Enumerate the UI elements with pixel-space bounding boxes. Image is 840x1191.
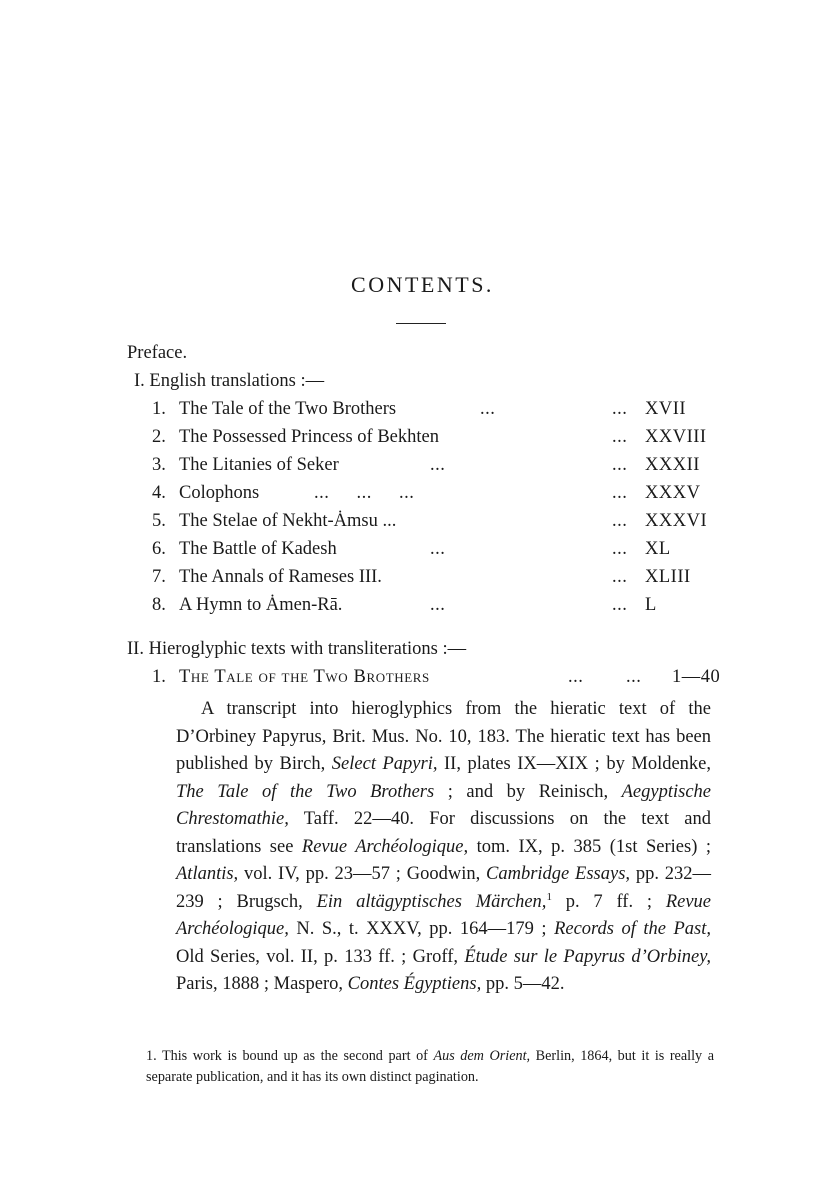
text-run: Old Series, vol. II, p. 133 ff. ; Groff, (176, 946, 465, 967)
citation: Ein altägyptisches Märchen, (316, 891, 547, 912)
toc-item-page: 1—40 (672, 667, 721, 687)
toc-item-page: XXXII (645, 455, 700, 475)
section-1-number: I. (134, 371, 145, 391)
section-1-heading (134, 372, 324, 391)
page-title: CONTENTS. (351, 272, 494, 297)
toc-item-leader: ... ... ... (314, 483, 415, 503)
toc-item-leader: ... (568, 667, 584, 687)
toc-item-page: L (645, 595, 657, 615)
text-run: Taff. 22—40. For discussions on the text and translations see (176, 809, 711, 857)
toc-item-dots: ... (612, 399, 628, 419)
text-run: Berlin, 1864, but it is really a separate publication, and it has its own distinct pagination. (146, 1048, 714, 1085)
text-run: II, plates IX—XIX ; by Moldenke, (437, 754, 712, 774)
citation: Cambridge Essays, (486, 864, 631, 884)
toc-item-page: XVII (645, 399, 687, 419)
text-run: vol. IV, pp. 23—57 ; Goodwin, (238, 864, 486, 884)
toc-item-title: Colophons (179, 483, 260, 503)
toc-item-title: The Litanies of Seker (179, 455, 339, 475)
preface-entry: Preface. (127, 343, 188, 363)
text-run: A transcript into hieroglyphics from the hieratic text of the D’Orbiney Papyrus, Brit. Mus. No. 10, 183. The hieratic text has been published by Birch, (176, 699, 711, 774)
citation: Revue Archéologique, (301, 836, 469, 857)
toc-item-dots: ... (612, 483, 628, 503)
toc-item-page: XL (645, 539, 671, 559)
section-2-number: II. (127, 639, 144, 659)
toc-item-dots: ... (612, 455, 628, 475)
toc-item-leader: ... (430, 455, 446, 475)
citation: Atlantis, (176, 864, 239, 884)
toc-item-dots: ... (612, 539, 628, 559)
section-2-description (176, 696, 711, 999)
toc-item-number: 2. (152, 427, 166, 447)
toc-item-dots: ... (626, 667, 642, 687)
toc-item-number: 1. (152, 667, 166, 687)
toc-item-dots: ... (612, 567, 628, 587)
toc-item-dots: ... (612, 511, 628, 531)
toc-item-title: The Possessed Princess of Bekhten (179, 427, 439, 447)
text-run: N. S., t. XXXV, pp. 164—179 ; (288, 919, 555, 939)
toc-item-title: The Annals of Rameses III. (179, 567, 382, 587)
toc-item-title: The Stelae of Nekht-Ȧmsu ... (179, 511, 397, 531)
toc-item-number: 4. (152, 483, 166, 503)
citation: Aus dem Orient, (433, 1048, 531, 1064)
citation: Aegyptische Chrestomathie, (176, 781, 711, 829)
toc-item-number: 8. (152, 595, 166, 615)
toc-item-page: XXXVI (645, 511, 708, 531)
text-run: pp. 232—239 ; Brugsch, (176, 864, 711, 912)
citation: Contes Égyptiens, (347, 974, 482, 994)
text-run: tom. IX, p. 385 (1st Series) ; (468, 836, 712, 857)
citation: The Tale of the Two Brothers (176, 781, 435, 802)
toc-item-number: 7. (152, 567, 166, 587)
toc-item-number: 5. (152, 511, 166, 531)
toc-item-page: XXXV (645, 483, 701, 503)
citation: Select Papyri, (331, 754, 438, 774)
text-run: ; and by Reinisch, (434, 781, 622, 802)
text-run: 1. This work is bound up as the second part of (146, 1048, 434, 1064)
toc-item-title: A Hymn to Ȧmen-Rā. (179, 595, 343, 615)
section-2-heading (127, 640, 466, 659)
toc-item-number: 3. (152, 455, 166, 475)
toc-item-number: 6. (152, 539, 166, 559)
text-run: pp. 5—42. (481, 974, 565, 994)
section-1-title: English translations :— (149, 371, 325, 391)
footnote (146, 1046, 714, 1088)
title-rule (396, 323, 446, 324)
toc-item-page: XLIII (645, 567, 691, 587)
section-2-title: Hieroglyphic texts with transliterations :— (148, 639, 467, 659)
text-run: p. 7 ff. ; (551, 891, 666, 912)
toc-item-leader: ... (430, 539, 446, 559)
toc-item-number: 1. (152, 399, 166, 419)
toc-item-title: The Tale of the Two Brothers (179, 399, 397, 419)
toc-item-leader: ... (480, 399, 496, 419)
text-run: Paris, 1888 ; Maspero, (176, 974, 348, 994)
toc-item-page: XXVIII (645, 427, 707, 447)
toc-item-title: The Tale of the Two Brothers (179, 667, 430, 687)
toc-item-leader: ... (430, 595, 446, 615)
toc-item-title: The Battle of Kadesh (179, 539, 337, 559)
toc-item-dots: ... (612, 595, 628, 615)
toc-item-dots: ... (612, 427, 628, 447)
citation: Records of the Past, (554, 919, 711, 939)
footnote-marker: 1 (546, 890, 552, 903)
citation: Revue Archéologique, (176, 891, 711, 939)
citation: Étude sur le Papyrus d’Orbiney, (464, 946, 712, 967)
